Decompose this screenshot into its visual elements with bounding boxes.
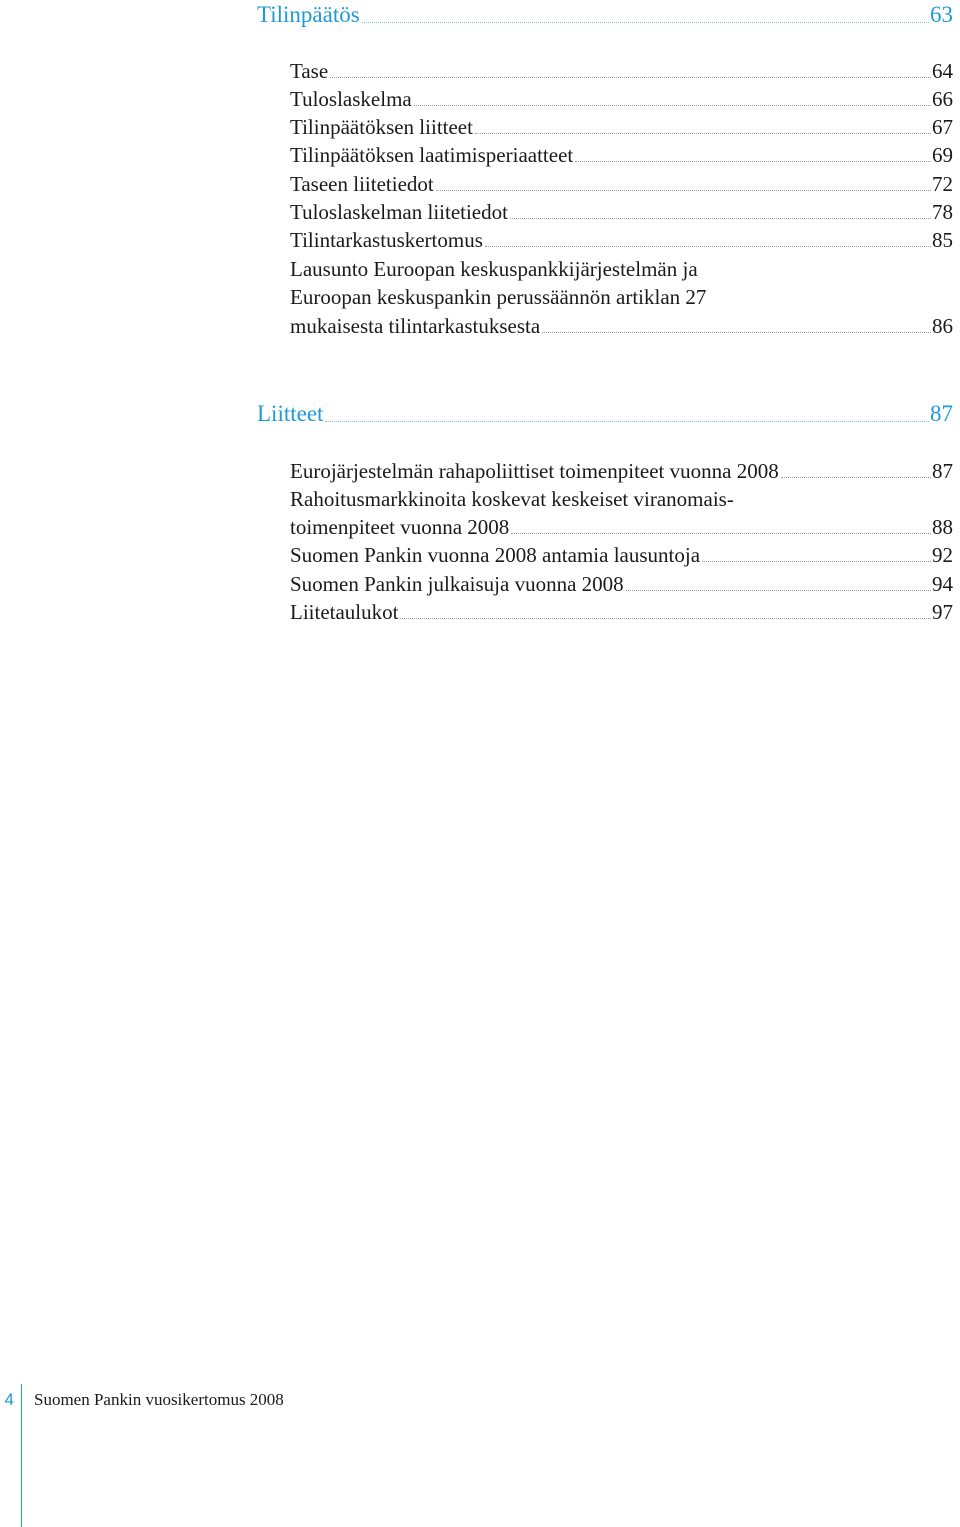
- toc-entry-label: Liitetaulukot: [290, 600, 399, 624]
- toc-entry-label-line[interactable]: Lausunto Euroopan keskuspankkijärjestelmän ja: [290, 257, 698, 281]
- toc-entry-label-line[interactable]: Euroopan keskuspankin perussäännön artiklan 27: [290, 285, 707, 309]
- dot-leader: [414, 105, 931, 106]
- toc-entry-label: Tase: [290, 59, 329, 83]
- toc-entry[interactable]: [290, 312, 953, 340]
- dot-leader: [510, 218, 931, 219]
- toc-entry-page: 67: [932, 115, 953, 139]
- toc-entry-page: 86: [932, 314, 953, 338]
- toc-entry-label: mukaisesta tilintarkastuksesta: [290, 314, 541, 338]
- toc-entry-page: 87: [932, 459, 953, 483]
- toc-section-tilinpaatos[interactable]: [257, 0, 953, 30]
- dot-leader: [436, 190, 931, 191]
- toc-entry-label: Tilinpäätöksen liitteet: [290, 115, 473, 139]
- toc-entry-label: Tuloslaskelman liitetiedot: [290, 200, 508, 224]
- toc-entry-page: 94: [932, 572, 953, 596]
- toc-entry-page: 69: [932, 143, 953, 167]
- dot-leader: [475, 133, 931, 134]
- toc-entry-label: Tuloslaskelma: [290, 87, 412, 111]
- toc-entry-page: 97: [932, 600, 953, 624]
- toc-entry[interactable]: [290, 141, 953, 169]
- toc-entry-label: Suomen Pankin julkaisuja vuonna 2008: [290, 572, 624, 596]
- toc-entry[interactable]: [290, 598, 953, 626]
- toc-entry-label: Eurojärjestelmän rahapoliittiset toimenpiteet vuonna 2008: [290, 459, 779, 483]
- dot-leader: [575, 161, 931, 162]
- toc-entry-label: Tilinpäätöksen laatimisperiaatteet: [290, 143, 574, 167]
- section-page-number: 87: [930, 401, 953, 426]
- toc-entry-page: 78: [932, 200, 953, 224]
- toc-entry[interactable]: [290, 57, 953, 85]
- dot-leader: [781, 477, 931, 478]
- section-title: Liitteet: [257, 401, 324, 426]
- toc-entry-page: 72: [932, 172, 953, 196]
- section-page-number: 63: [930, 2, 953, 27]
- toc-entry-label-line[interactable]: Rahoitusmarkkinoita koskevat keskeiset viranomais-: [290, 487, 734, 511]
- toc-entry[interactable]: [290, 457, 953, 485]
- toc-entry[interactable]: [290, 513, 953, 541]
- toc-entry-page: 66: [932, 87, 953, 111]
- toc-entry[interactable]: [290, 226, 953, 254]
- toc-entry[interactable]: [290, 170, 953, 198]
- dot-leader: [626, 590, 931, 591]
- dot-leader: [511, 533, 931, 534]
- toc-entry[interactable]: [290, 198, 953, 226]
- toc-entry-label: toimenpiteet vuonna 2008: [290, 515, 510, 539]
- toc-entry-page: 85: [932, 228, 953, 252]
- toc-entry[interactable]: [290, 541, 953, 569]
- toc-entry-page: 64: [932, 59, 953, 83]
- footer-title: Suomen Pankin vuosikertomus 2008: [34, 1390, 284, 1409]
- toc-entry[interactable]: [290, 570, 953, 598]
- toc-entry[interactable]: [290, 113, 953, 141]
- dot-leader: [542, 332, 931, 333]
- toc-entry[interactable]: [290, 85, 953, 113]
- dot-leader: [702, 561, 931, 562]
- footer-divider: [21, 1384, 22, 1527]
- dot-leader: [330, 77, 931, 78]
- dot-leader: [325, 421, 929, 422]
- dot-leader: [362, 22, 929, 23]
- dot-leader: [400, 618, 931, 619]
- toc-entry-label: Taseen liitetiedot: [290, 172, 434, 196]
- toc-entry-label: Tilintarkastuskertomus: [290, 228, 483, 252]
- dot-leader: [485, 246, 931, 247]
- footer-page-number: 4: [4, 1390, 14, 1409]
- toc-entry-label: Suomen Pankin vuonna 2008 antamia lausuntoja: [290, 543, 701, 567]
- toc-entry-page: 88: [932, 515, 953, 539]
- toc-entry-page: 92: [932, 543, 953, 567]
- section-title: Tilinpäätös: [257, 2, 360, 27]
- toc-section-liitteet[interactable]: [257, 399, 953, 429]
